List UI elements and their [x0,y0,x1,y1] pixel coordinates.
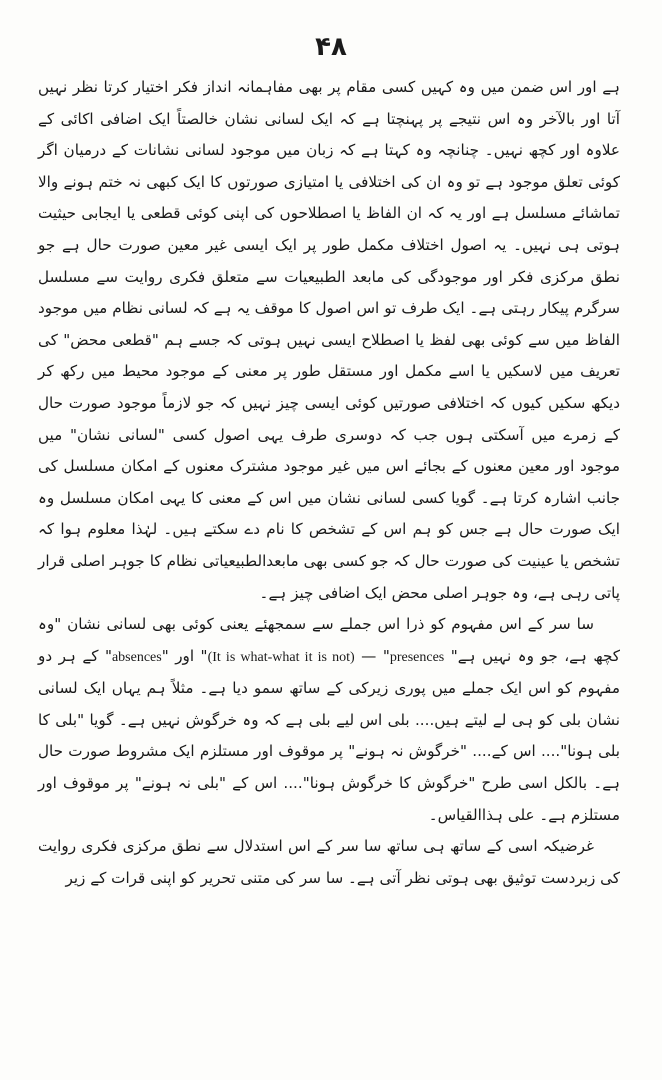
paragraph-2-intro: سا سر کے اس مفہوم کو ذرا اس جملے سے سمجھئے یعنی کوئی بھی لسانی نشان "وہ کچھ ہے، جو وہ نہیں ہے" [38,615,621,665]
page-number: ۴۸ [315,32,347,62]
paragraph-2-rest: " کے ہر دو مفہوم کو اس ایک جملے میں پوری زیرکی کے ساتھ سمو دیا ہے۔ مثلاً ہم یہاں ایک لسانی نشان بلی کو ہی لے لیتے ہیں.... بلی اس لیے بلی ہے کہ وہ خرگوش نہیں ہے۔ گویا "بلی کا بلی ہونا".... اس کے.... "خرگوش نہ ہونے" پر موقوف اور مستلزم ایک مشروط صورت حال ہے۔ بالکل اسی طرح "خرگوش کا خرگوش ہونا".... اس کے "بلی نہ ہونے" پر موقوف اور مستلزم ہے۔ علی ہذاالقیاس۔ [38,646,620,824]
english-quote: (It is what-what it is not) [207,649,355,665]
body-text [38,72,620,894]
english-term-presences: presences [389,649,445,665]
paragraph-2 [38,609,620,831]
english-term-absences: absences [111,649,162,665]
paragraph-2-connector: " اور " [161,646,208,665]
paragraph-1: ہے اور اس ضمن میں وہ کہیں کسی مقام پر بھی مفاہمانہ انداز فکر اختیار کرتا نظر نہیں آتا اور بالآخر وہ اس نتیجے پر پہنچتا ہے کہ ایک لسانی نشان خالصتاً ایک اضافی اکائی کے علاوہ اور کچھ نہیں۔ چنانچہ وہ کہتا ہے کہ زبان میں موجود لسانی نشانات کے درمیان اگر کوئی تعلق موجود ہے تو وہ ان کی اختلافی یا امتیازی صورتوں کا ایک کبھی نہ ختم ہونے والا تماشائے مسلسل ہے اور یہ کہ ان الفاظ یا اصطلاحوں کی اپنی کوئی قطعی یا ایجابی حیثیت ہوتی ہی نہیں۔ یہ اصول اختلاف مکمل طور پر ایک ایسی غیر معین صورت حال ہے جو نطق مرکزی فکر اور موجودگی کی مابعد الطبیعیات سے متعلق فکری روایت سے مسلسل سرگرم پیکار رہتی ہے۔ ایک طرف تو اس اصول کا موقف یہ ہے کہ لسانی نظام میں موجود الفاظ میں سے کوئی بھی لفظ یا اصطلاح ایسی نہیں ہوتی کہ جسے ہم "قطعی محض" کی تعریف میں لاسکیں یا اسے مکمل اور مستقل طور پر معنی کے موجود محیط میں رکھ کر دیکھ سکیں کیوں کہ اختلافی صورتیں کوئی ایسی چیز نہیں کہ جو لازماً موجود صورت حال کے زمرے میں آسکتی ہوں جب کہ دوسری طرف یہی اصول کسی "لسانی نشان" میں موجود اور معین معنوں کے بجائے اس میں غیر موجود مشترک معنوں کے امکان مسلسل کی جانب اشارہ کرتا ہے۔ گویا کسی لسانی نشان میں اس کے معنی کا یہی امکان مسلسل وہ ایک صورت حال ہے جس کو ہم اس کے تشخص کا نام دے سکتے ہیں۔ لہٰذا معلوم ہوا کہ تشخص یا عینیت کی صورت حال کہ جو کسی بھی مابعدالطبیعیاتی نظام کا جوہر اصلی قرار پاتی رہی ہے، وہ جوہر اصلی محض ایک اضافی چیز ہے۔ [38,78,620,602]
paragraph-2-dash: — " [354,646,390,665]
paragraph-3: غرضیکہ اسی کے ساتھ ہی ساتھ سا سر کے اس استدلال سے نطق مرکزی فکری روایت کی زبردست توثیق بھی ہوتی نظر آتی ہے۔ سا سر کی متنی تحریر کو اپنی قرات کے زیر [38,837,620,887]
